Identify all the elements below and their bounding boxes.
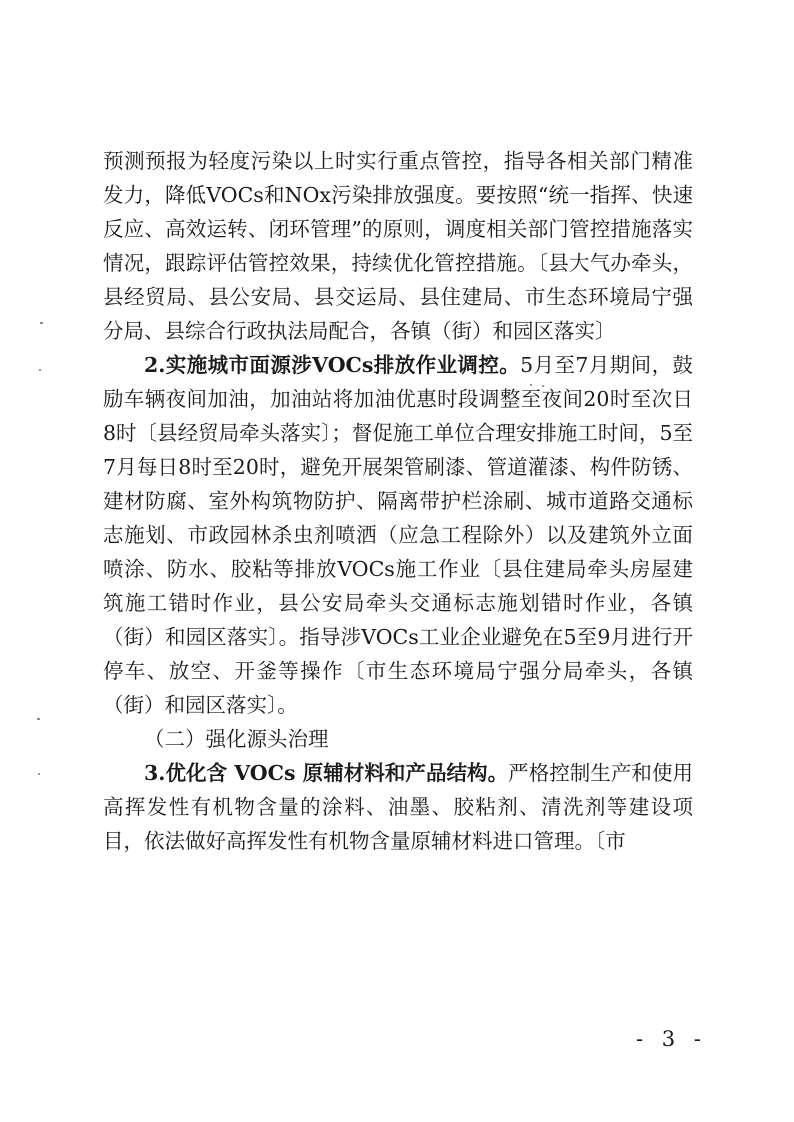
scan-speck [530, 384, 532, 386]
scan-speck [40, 322, 43, 324]
section-heading: （二）强化源头治理 [144, 727, 329, 751]
paragraph-lead: 3.优化含 VOCs 原辅材料和产品结构。 [144, 761, 509, 785]
scan-speck [39, 369, 41, 371]
paragraph-text: 严格控制生产和使用高挥发性有机物含量的涂料、油墨、胶粘剂、清洗剂等建设项目，依法做好高挥发性有机物含量原辅材料进口管理。〔市 [103, 761, 694, 853]
paragraph-item-2 [103, 348, 693, 722]
paragraph-text: 预测预报为轻度污染以上时实行重点管控，指导各相关部门精准发力，降低VOCs和NOx污染排放强度。要按照“统一指挥、快速反应、高效运转、闭环管理”的原则，调度相关部门管控措施落实情况，跟踪评估管控效果，持续优化管控措施。〔县大气办牵头，县经贸局、县公安局、县交运局、县住建局、市生态环境局宁强分局、县综合行政执法局配合，各镇（街）和园区落实〕 [103, 149, 693, 343]
scan-speck [38, 773, 40, 775]
scan-speck [37, 718, 40, 720]
paragraph-item-3 [103, 756, 693, 858]
paragraph-text: 5月至7月期间，鼓励车辆夜间加油，加油站将加油优惠时段调整至夜间20时至次日8时〔县经贸局牵头落实〕；督促施工单位合理安排施工时间，5至7月每日8时至20时，避免开展架管刷漆、管道灌漆、构件防锈、建材防腐、室外构筑物防护、隔离带护栏涂刷、城市道路交通标志施划、市政园林杀虫剂喷洒（应急工程除外）以及建筑外立面喷涂、防水、胶粘等排放VOCs施工作业〔县住建局牵头房屋建筑施工错时作业，县公安局牵头交通标志施划错时作业，各镇（街）和园区落实〕。指导涉VOCs工业企业避免在5至9月进行开停车、放空、开釜等操作〔市生态环境局宁强分局牵头，各镇（街）和园区落实〕。 [103, 353, 693, 717]
page-number: - 3 - [636, 1027, 707, 1051]
paragraph-lead: 2.实施城市面源涉VOCs排放作业调控。 [144, 353, 521, 377]
paragraph-continued [103, 144, 693, 348]
document-body [103, 144, 693, 858]
scan-speck [542, 385, 544, 387]
